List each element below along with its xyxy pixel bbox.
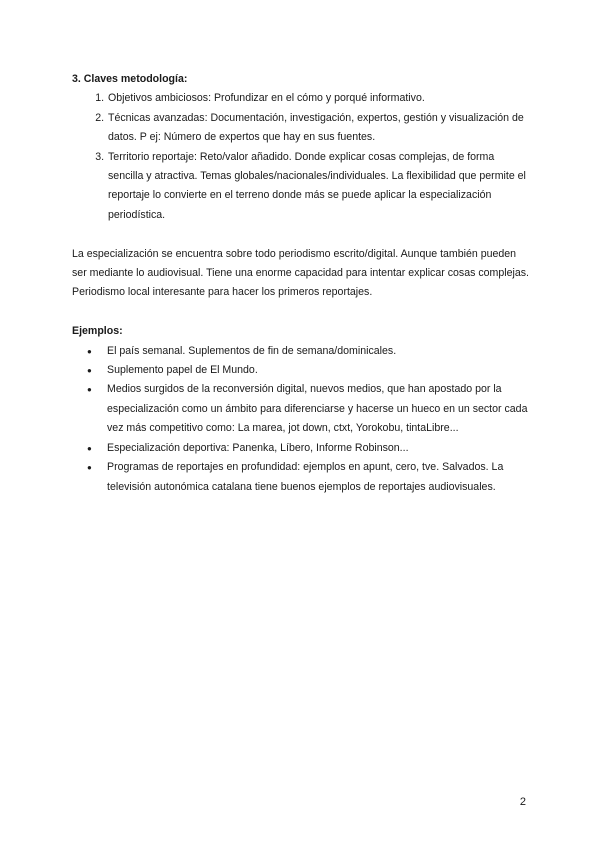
document-page	[72, 70, 532, 497]
examples-list	[72, 342, 532, 497]
section-heading: 3. Claves metodología:	[72, 73, 188, 85]
list-item: ● Suplemento papel de El Mundo.	[107, 361, 532, 380]
examples-heading: Ejemplos:	[72, 325, 123, 338]
body-paragraph: La especialización se encuentra sobre todo periodismo escrito/digital. Aunque también pueden ser mediante lo audiovisual. Tiene una enorme capacidad para intentar explicar cosas complejas. Periodismo local interesante para hacer los primeros reportajes.	[72, 247, 529, 299]
list-item: 1. Objetivos ambiciosos: Profundizar en el cómo y porqué informativo.	[107, 89, 532, 108]
list-item: ● Programas de reportajes en profundidad: ejemplos en apunt, cero, tve. Salvados. La televisión autonómica catalana tiene buenos ejemplos de reportajes audiovisuales.	[107, 458, 532, 497]
list-item: ● Especialización deportiva: Panenka, Líbero, Informe Robinson...	[107, 439, 532, 458]
list-item: 3. Territorio reportaje: Reto/valor añadido. Donde explicar cosas complejas, de forma sencilla y atractiva. Temas globales/nacionales/individuales. La flexibilidad que permite el reportaje lo convierte en el terreno donde más se puede aplicar la especialización periodística.	[107, 148, 532, 226]
list-item: ● Medios surgidos de la reconversión digital, nuevos medios, que han apostado por la especialización como un ámbito para diferenciarse y hacerse un hueco en un sector cada vez más competitivo como: La marea, jot down, ctxt, Yorokobu, tintaLibre...	[107, 380, 532, 438]
page-number: 2	[519, 796, 526, 808]
list-item: ● El país semanal. Suplementos de fin de semana/dominicales.	[107, 342, 532, 361]
list-item: 2. Técnicas avanzadas: Documentación, investigación, expertos, gestión y visualización de datos. P ej: Número de expertos que hay en sus fuentes.	[107, 109, 532, 148]
methodology-list	[72, 89, 532, 225]
